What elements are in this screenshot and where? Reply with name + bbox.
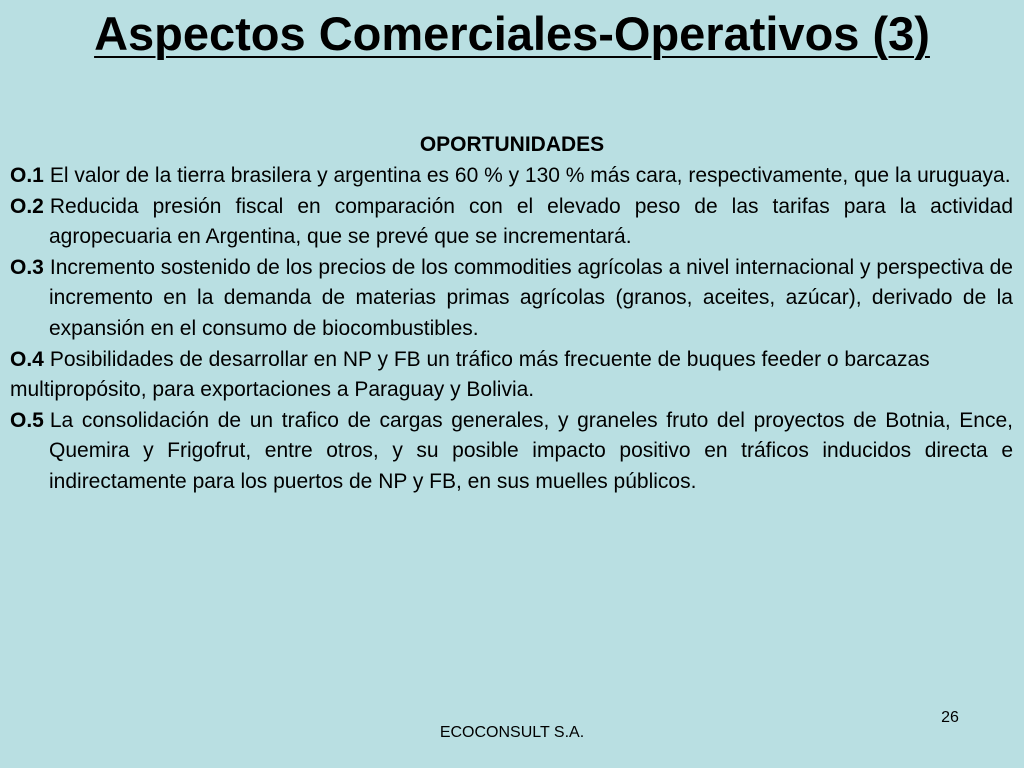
item-code: O.1 [10,164,44,187]
item-text: Incremento sostenido de los precios de los commodities agrícolas a nivel internacional y perspectiva de incremento en la demanda de materias primas agrícolas (granos, aceites, azúcar), derivado de la expansión en el consumo de biocombustibles. [49,255,1013,340]
list-item-o4 [10,345,1013,406]
footer-company: ECOCONSULT S.A. [439,724,585,741]
item-code: O.4 [10,347,44,371]
item-text: La consolidación de un trafico de cargas generales, y graneles fruto del proyectos de Botnia, Ence, Quemira y Frigofrut, entre otros, y su posible impacto positivo en tráficos inducidos directa e indirectamente para los puertos de NP y FB, en sus muelles públicos. [49,408,1013,493]
list-item-o1 [10,161,1013,192]
page-number: 26 [941,709,959,726]
list-item-o2 [10,192,1013,253]
list-item-o3 [10,253,1013,345]
item-code: O.5 [10,408,44,432]
item-text: El valor de la tierra brasilera y argentina es 60 % y 130 % más cara, respectivamente, que la uruguaya. [49,164,1011,187]
item-text: Reducida presión fiscal en comparación con el elevado peso de las tarifas para la actividad agropecuaria en Argentina, que se prevé que se incrementará. [49,194,1013,249]
item-code: O.3 [10,255,44,279]
item-code: O.2 [10,194,44,218]
slide-title: Aspectos Comerciales-Operativos (3) [94,7,930,60]
list-item-o5 [10,406,1013,498]
opportunities-list [10,161,1013,498]
item-text: Posibilidades de desarrollar en NP y FB un tráfico más frecuente de buques feeder o barcazas multipropósito, para exportaciones a Paraguay y Bolivia. [10,347,930,402]
section-heading: OPORTUNIDADES [419,133,605,156]
